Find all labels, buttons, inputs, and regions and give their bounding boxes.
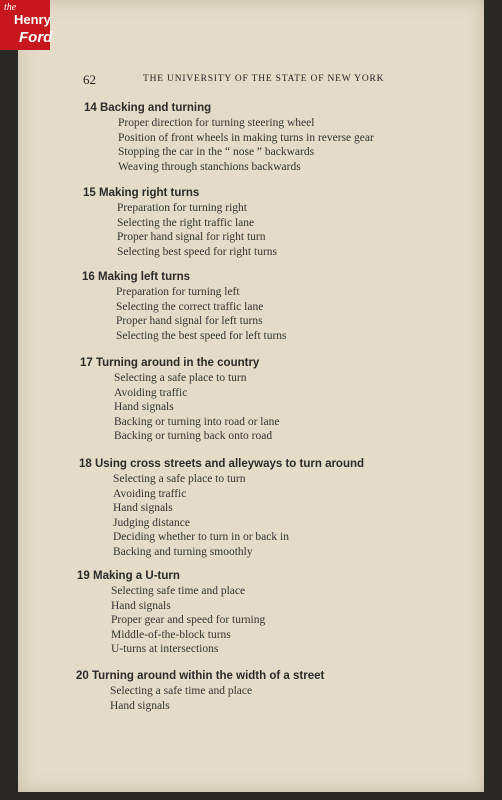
list-item: Hand signals <box>114 401 174 414</box>
list-item: U-turns at intersections <box>111 643 219 656</box>
item-list <box>79 472 364 560</box>
list-item: Backing and turning smoothly <box>113 545 253 558</box>
section-18 <box>79 457 364 560</box>
list-item: Weaving through stanchions backwards <box>118 160 301 173</box>
logo-the: the <box>4 2 17 13</box>
section-19 <box>77 569 265 657</box>
logo-henry: Henry <box>14 12 51 27</box>
section-15 <box>83 186 277 259</box>
list-item: Selecting a safe place to turn <box>113 473 246 485</box>
section-14 <box>84 101 374 174</box>
list-item: Hand signals <box>111 599 171 612</box>
item-list <box>84 116 374 174</box>
section-20 <box>76 669 324 713</box>
list-item: Preparation for turning right <box>117 202 247 214</box>
section-title: 15 Making right turns <box>83 187 200 199</box>
list-item: Backing or turning into road or lane <box>114 415 280 428</box>
list-item: Avoiding traffic <box>113 487 187 500</box>
list-item: Hand signals <box>113 502 173 515</box>
item-list <box>80 371 279 444</box>
logo-ford: Ford <box>19 29 53 46</box>
list-item: Selecting best speed for right turns <box>117 245 278 258</box>
list-item: Selecting the best speed for left turns <box>116 329 287 342</box>
running-title: THE UNIVERSITY OF THE STATE OF NEW YORK <box>143 74 385 84</box>
list-item: Judging distance <box>113 516 190 529</box>
list-item: Selecting a safe place to turn <box>114 372 247 384</box>
section-title: 17 Turning around in the country <box>80 357 260 369</box>
list-item: Proper direction for turning steering wheel <box>118 117 315 129</box>
section-title: 19 Making a U-turn <box>77 570 180 582</box>
list-item: Preparation for turning left <box>116 286 240 298</box>
list-item: Backing or turning back onto road <box>114 430 273 443</box>
list-item: Middle-of-the-block turns <box>111 628 231 641</box>
item-list <box>82 285 287 343</box>
list-item: Hand signals <box>110 699 170 712</box>
list-item: Proper gear and speed for turning <box>111 614 266 627</box>
list-item: Position of front wheels in making turns in reverse gear <box>118 131 374 144</box>
list-item: Deciding whether to turn in or back in <box>113 531 289 544</box>
list-item: Proper hand signal for right turn <box>117 231 266 244</box>
list-item: Stopping the car in the “ nose ” backwards <box>118 146 315 159</box>
section-17 <box>80 356 279 444</box>
list-item: Selecting the right traffic lane <box>117 216 255 229</box>
section-title: 20 Turning around within the width of a street <box>76 670 325 682</box>
section-title: 16 Making left turns <box>82 271 190 283</box>
section-16 <box>82 270 287 343</box>
item-list <box>83 201 277 259</box>
list-item: Avoiding traffic <box>114 386 188 399</box>
section-title: 14 Backing and turning <box>84 102 212 114</box>
item-list <box>77 584 265 657</box>
henry-ford-logo <box>0 0 53 50</box>
list-item: Selecting a safe time and place <box>110 685 253 697</box>
list-item: Selecting safe time and place <box>111 585 246 597</box>
section-title: 18 Using cross streets and alleyways to turn around <box>79 458 365 470</box>
item-list <box>76 684 324 713</box>
list-item: Proper hand signal for left turns <box>116 315 263 328</box>
page-number: 62 <box>83 72 96 87</box>
list-item: Selecting the correct traffic lane <box>116 300 264 313</box>
